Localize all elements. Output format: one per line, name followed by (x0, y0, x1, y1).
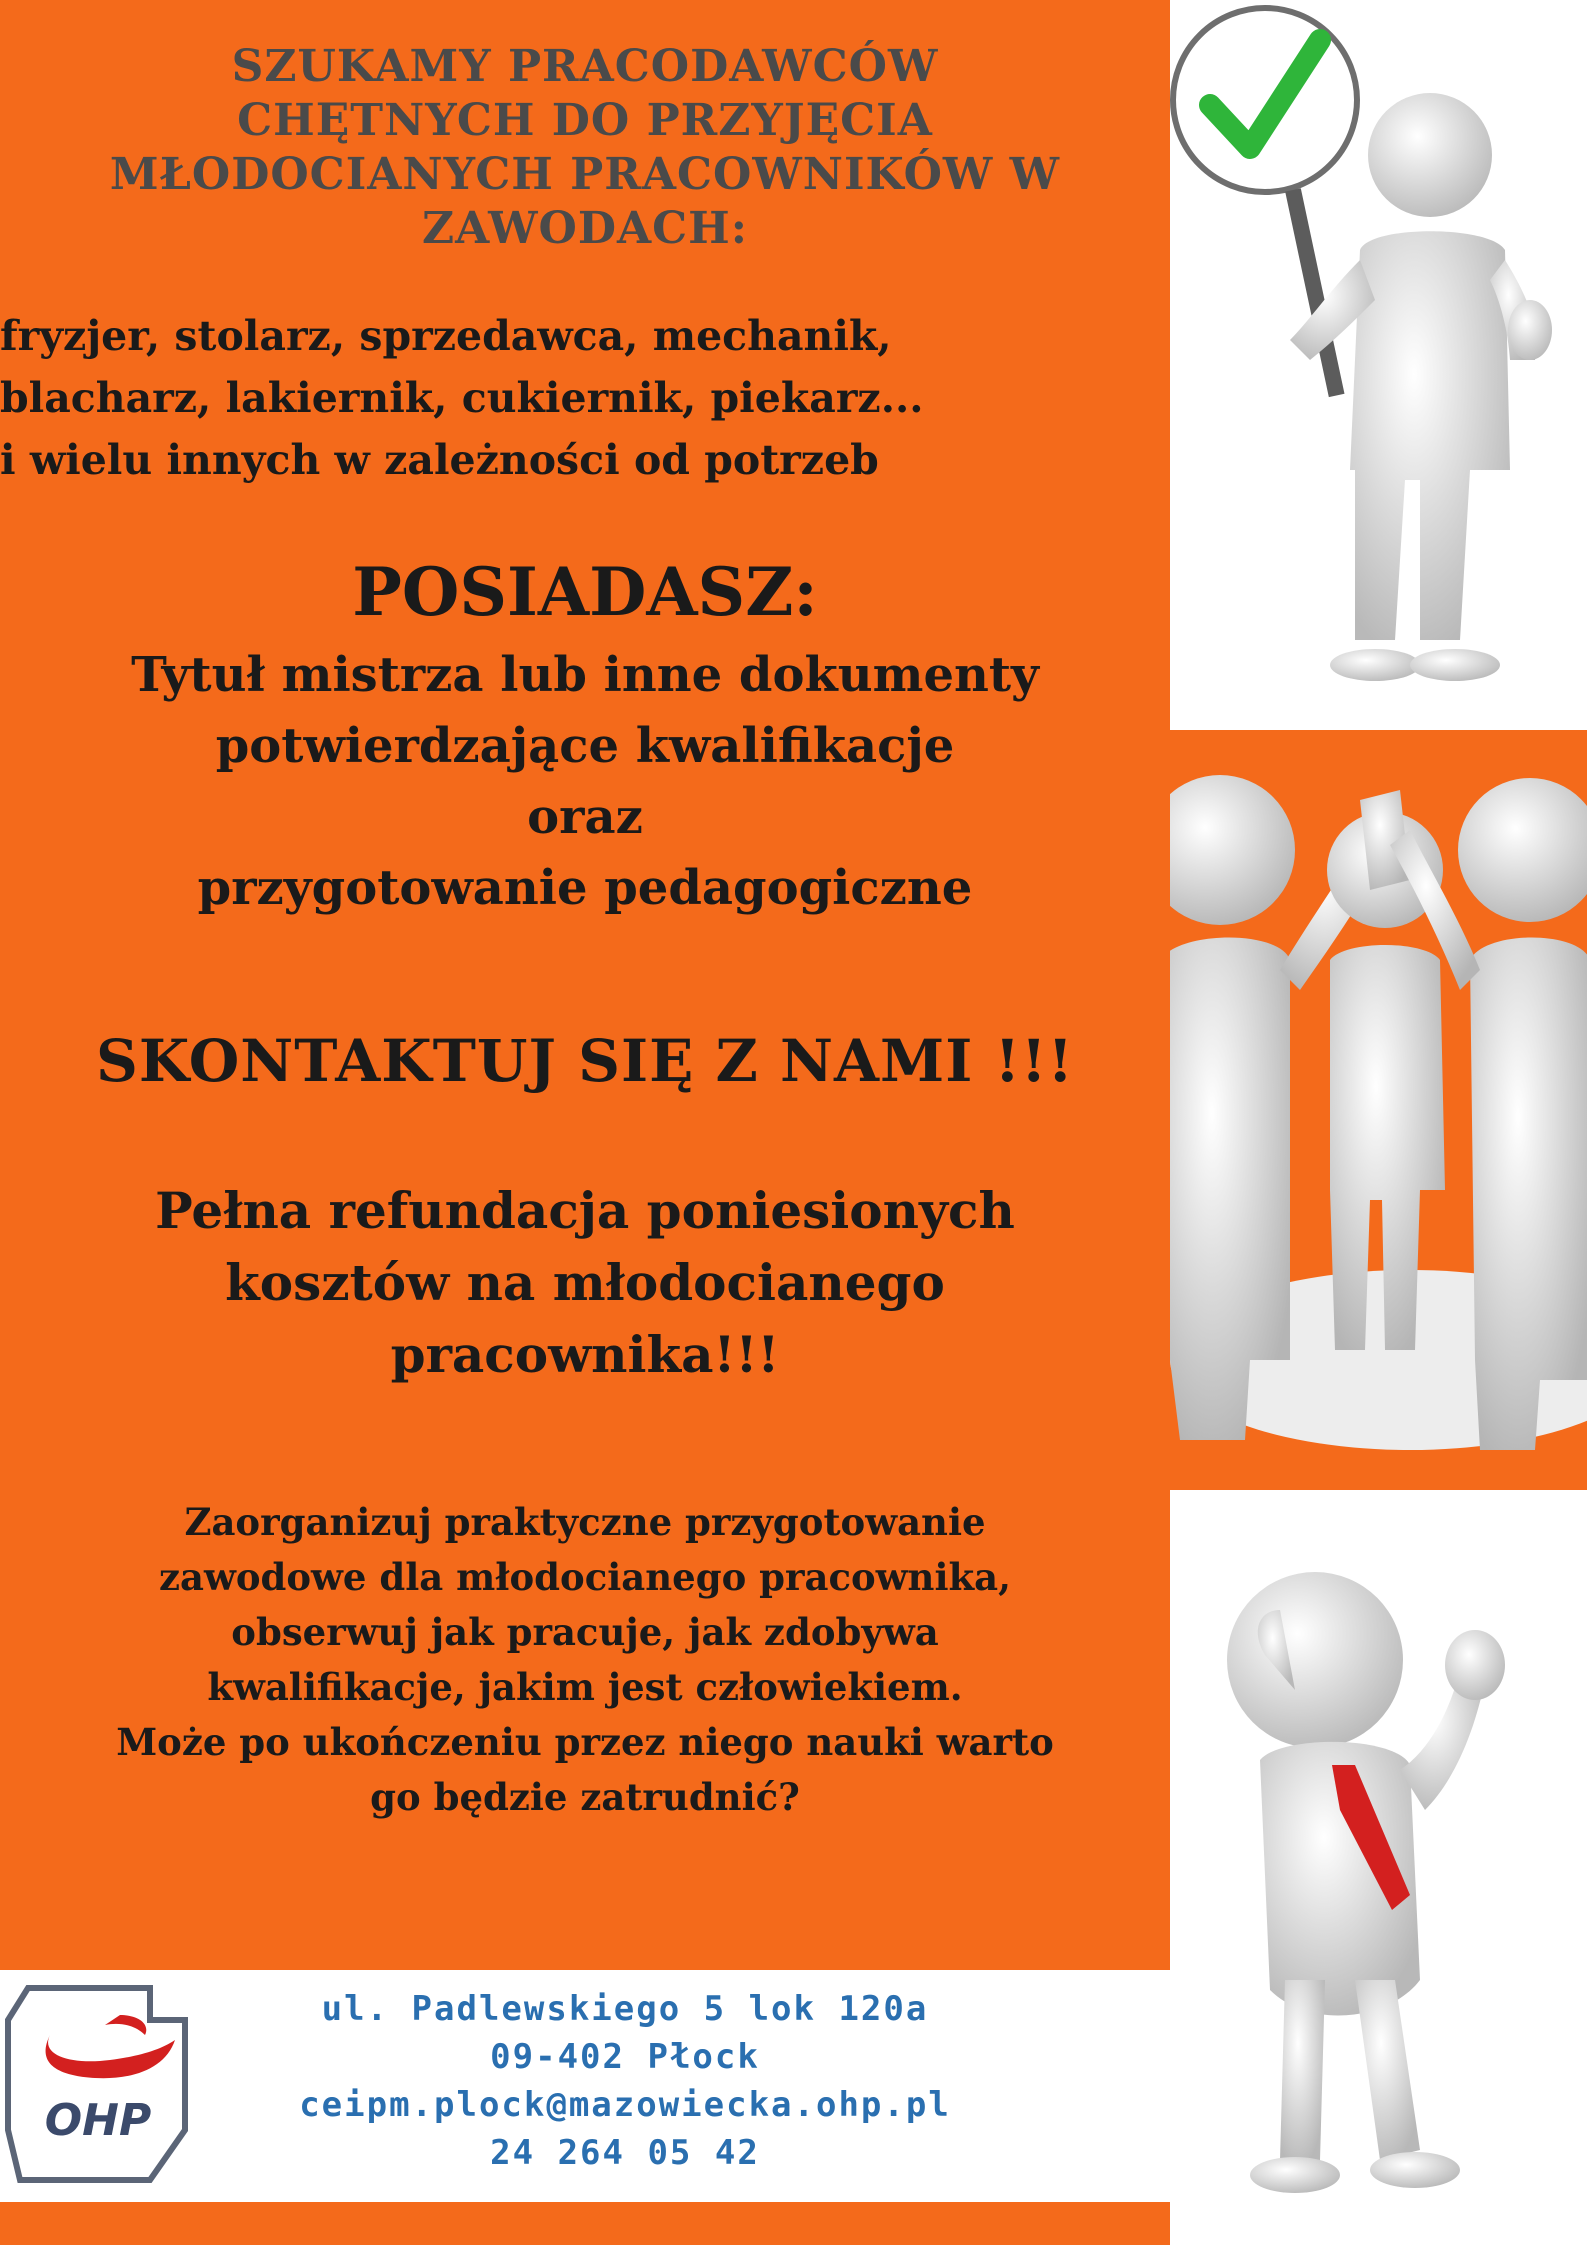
contact-cta-heading: SKONTAKTUJ SIĘ Z NAMI !!! (96, 1027, 1074, 1095)
figure-left-head (1170, 775, 1295, 925)
figures-group-high-five-icon (1170, 760, 1587, 1480)
professions-line: blacharz, lakiernik, cukiernik, piekarz... (0, 374, 924, 422)
organize-line: Zaorganizuj praktyczne przygotowanie (184, 1500, 986, 1544)
professions-line: i wielu innych w zależności od potrzeb (0, 436, 879, 484)
requirements-line: Tytuł mistrza lub inne dokumenty (131, 647, 1039, 703)
organize-line: kwalifikacje, jakim jest człowiekiem. (207, 1665, 963, 1709)
refund-line: pracownika!!! (390, 1325, 780, 1384)
contact-address-block (220, 1985, 1030, 2177)
professions-line: fryzjer, stolarz, sprzedawca, mechanik, (0, 312, 892, 360)
figure-left-leg (1280, 1980, 1325, 2160)
organize-line: zawodowe dla młodocianego pracownika, (158, 1555, 1011, 1599)
headline-line: CHĘTNYCH DO PRZYJĘCIA (237, 95, 933, 146)
professions-list (0, 305, 1170, 491)
address-email[interactable]: ceipm.plock@mazowiecka.ohp.pl (299, 2085, 951, 2125)
logo-text: OHP (44, 2095, 152, 2146)
ohp-logo-graphic (0, 1980, 210, 2190)
figure-left-foot (1250, 2157, 1340, 2193)
figure-right-leg (1355, 1980, 1420, 2160)
figure-body (1350, 231, 1510, 640)
headline-line: SZUKAMY PRACODAWCÓW (231, 41, 939, 92)
address-city: 09-402 Płock (490, 2037, 760, 2077)
headline (0, 40, 1170, 256)
refund-line: Pełna refundacja poniesionych (155, 1181, 1015, 1240)
figure-head (1227, 1572, 1403, 1748)
figure-right-head (1458, 778, 1587, 922)
organize-line: go będzie zatrudnić? (370, 1775, 800, 1819)
address-street: ul. Padlewskiego 5 lok 120a (321, 1989, 929, 2029)
headline-line: ZAWODACH: (422, 203, 748, 254)
requirements-line: przygotowanie pedagogiczne (197, 860, 973, 916)
orange-bottom-strip (0, 2202, 1170, 2245)
logo-outline (8, 1988, 185, 2180)
organize-text (0, 1495, 1170, 1825)
headline-line: MŁODOCIANYCH PRACOWNIKÓW W (109, 149, 1061, 200)
figure-right-foot (1370, 2152, 1460, 2188)
ohp-logo-icon (0, 1980, 210, 2190)
figure-with-checkmark-sign-icon (1170, 0, 1587, 700)
figure-right-foot (1410, 649, 1500, 681)
organize-line: obserwuj jak pracuje, jak zdobywa (231, 1610, 939, 1654)
thumbs-up-hand (1508, 300, 1552, 360)
refund-text (0, 1175, 1170, 1391)
figure-head (1368, 93, 1492, 217)
address-phone[interactable]: 24 264 05 42 (490, 2133, 760, 2173)
figure-left-foot (1330, 649, 1420, 681)
requirements-line: oraz (527, 789, 643, 845)
requirements-text (0, 640, 1170, 924)
figure-right-body (1470, 938, 1587, 1451)
refund-line: kosztów na młodocianego (225, 1253, 945, 1312)
figure-with-tie-fist-icon (1170, 1510, 1587, 2245)
figure-fist (1445, 1630, 1505, 1700)
organize-line: Może po ukończeniu przez niego nauki warto (116, 1720, 1054, 1764)
requirements-line: potwierdzające kwalifikacje (215, 718, 955, 774)
posiadasz-heading: POSIADASZ: (352, 553, 818, 631)
